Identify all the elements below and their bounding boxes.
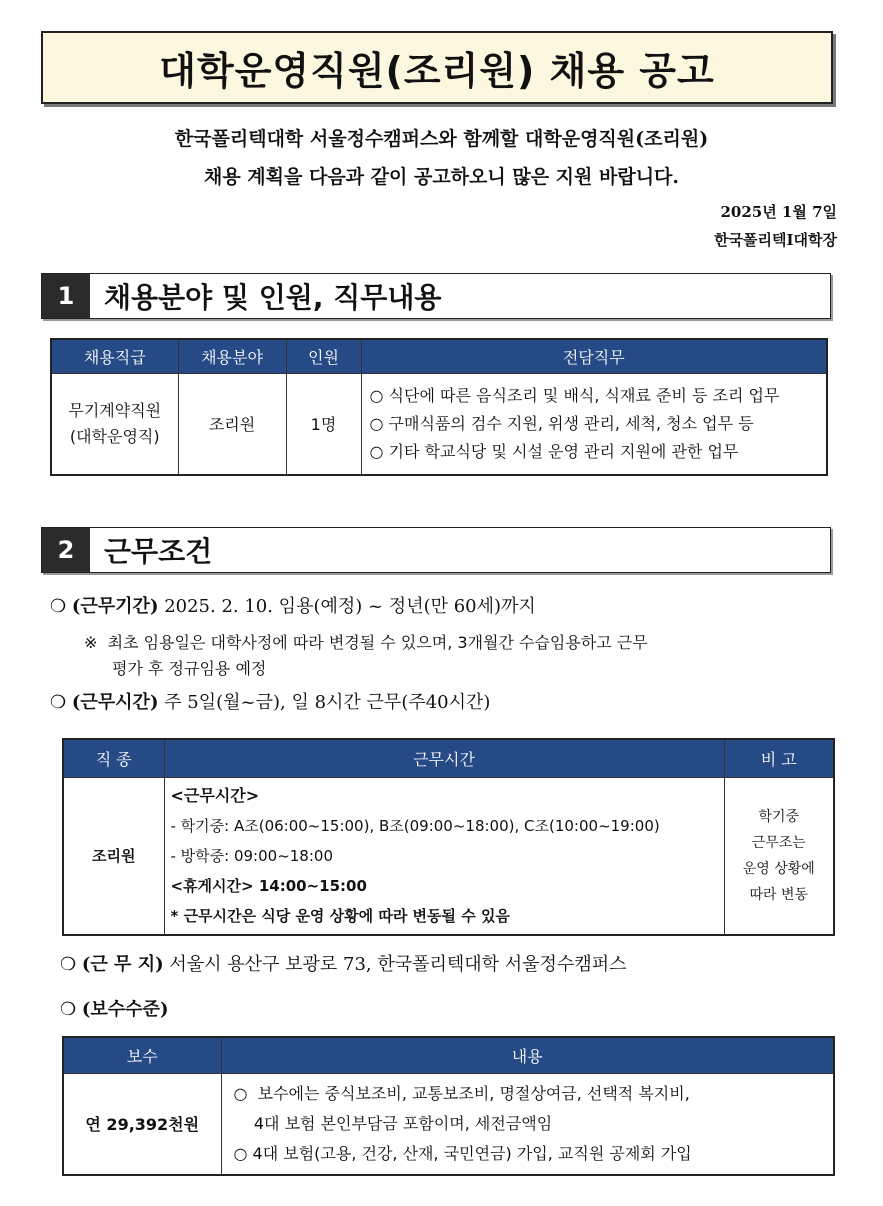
intro-line-1: 한국폴리텍대학 서울정수캠퍼스와 함께할 대학운영직원(조리원) [174,128,709,150]
notice-date: 2025년 1월 7일 [720,203,837,221]
title-box [41,31,833,104]
work-hours [50,688,490,714]
rank-cell [51,373,178,475]
schedule-line: <근무시간> [170,785,260,805]
work-location-text: 서울시 용산구 보광로 73, 한국폴리텍대학 서울정수캠퍼스 [163,954,627,975]
work-period-text: 2025. 2. 10. 임용(예정) ~ 정년(만 60세)까지 [158,596,536,617]
section-2-number: 2 [42,528,90,572]
section-2-header [41,527,831,573]
schedule-line: - 방학중: 09:00~18:00 [170,846,333,865]
header-job: 직 종 [63,739,164,777]
schedule-cell [164,777,724,935]
schedule-line: <휴게시간> 14:00~15:00 [170,876,367,895]
section-2-title: 근무조건 [104,535,213,568]
header-remarks: 비 고 [724,739,834,777]
period-note [84,630,844,682]
field-cell: 조리원 [178,373,286,475]
duty-item: ○ 기타 학교식당 및 시설 운영 관리 지원에 관한 업무 [369,441,739,461]
note-mark: ※ [84,633,98,652]
schedule-line: - 학기중: A조(06:00~15:00), B조(09:00~18:00), C조(10:00~19:00) [170,816,660,835]
circle-bullet-icon: ❍ [60,999,77,1020]
header-hours: 근무시간 [164,739,724,777]
header-count: 인원 [286,339,361,373]
remarks-cell [724,777,834,935]
note-line-1: 최초 임용일은 대학사정에 따라 변경될 수 있으며, 3개월간 수습임용하고 근무 [107,633,648,652]
job-cell: 조리원 [63,777,164,935]
duty-item: ○ 식단에 따른 음식조리 및 배식, 식재료 준비 등 조리 업무 [369,385,780,405]
header-duties: 전담직무 [361,339,827,373]
section-1-header [41,273,831,319]
circle-bullet-icon: ❍ [50,692,67,713]
pay-content-cell [221,1073,834,1175]
pay-level-label: (보수수준) [81,999,169,1020]
circle-bullet-icon: ❍ [60,954,77,975]
duty-item: ○ 구매식품의 검수 지원, 위생 관리, 세척, 청소 업무 등 [369,413,754,433]
work-location-label: (근 무 지) [81,954,164,975]
pay-line: ○ 보수에는 중식보조비, 교통보조비, 명절상여금, 선택적 복지비, [233,1083,690,1103]
pay-line: 4대 보험 본인부담금 포함이며, 세전금액임 [233,1113,553,1133]
work-location [60,950,627,976]
remark-line: 따라 변동 [749,886,809,903]
pay-level [60,995,168,1021]
remark-line: 운영 상황에 [742,860,815,877]
section-1-title: 채용분야 및 인원, 직무내용 [104,281,442,314]
header-field: 채용분야 [178,339,286,373]
duties-cell [361,373,827,475]
pay-table [62,1036,835,1176]
work-hours-label: (근무시간) [71,692,159,713]
note-line-2: 평가 후 정규임용 예정 [112,659,267,678]
work-hours-text: 주 5일(월~금), 일 8시간 근무(주40시간) [158,692,491,713]
work-period-label: (근무기간) [71,596,159,617]
recruitment-table [50,338,828,476]
issuer: 한국폴리텍Ⅰ대학장 [714,231,837,249]
remark-line: 근무조는 [751,834,806,851]
schedule-line: * 근무시간은 식당 운영 상황에 따라 변동될 수 있음 [170,906,510,925]
intro-line-2: 채용 계획을 다음과 같이 공고하오니 많은 지원 바랍니다. [203,166,680,188]
header-content: 내용 [221,1037,834,1073]
section-1-number: 1 [42,274,90,318]
header-rank: 채용직급 [51,339,178,373]
work-period [50,592,536,618]
rank-line-2: (대학운영직) [69,426,160,446]
count-cell: 1명 [286,373,361,475]
pay-line: ○ 4대 보험(고용, 건강, 산재, 국민연금) 가입, 교직원 공제회 가입 [233,1143,692,1163]
rank-line-1: 무기계약직원 [68,400,162,420]
remark-line: 학기중 [758,808,800,825]
schedule-table [62,738,835,936]
pay-amount: 연 29,392천원 [63,1073,221,1175]
header-pay: 보수 [63,1037,221,1073]
circle-bullet-icon: ❍ [50,596,67,617]
page-title: 대학운영직원(조리원) 채용 공고 [159,49,715,93]
